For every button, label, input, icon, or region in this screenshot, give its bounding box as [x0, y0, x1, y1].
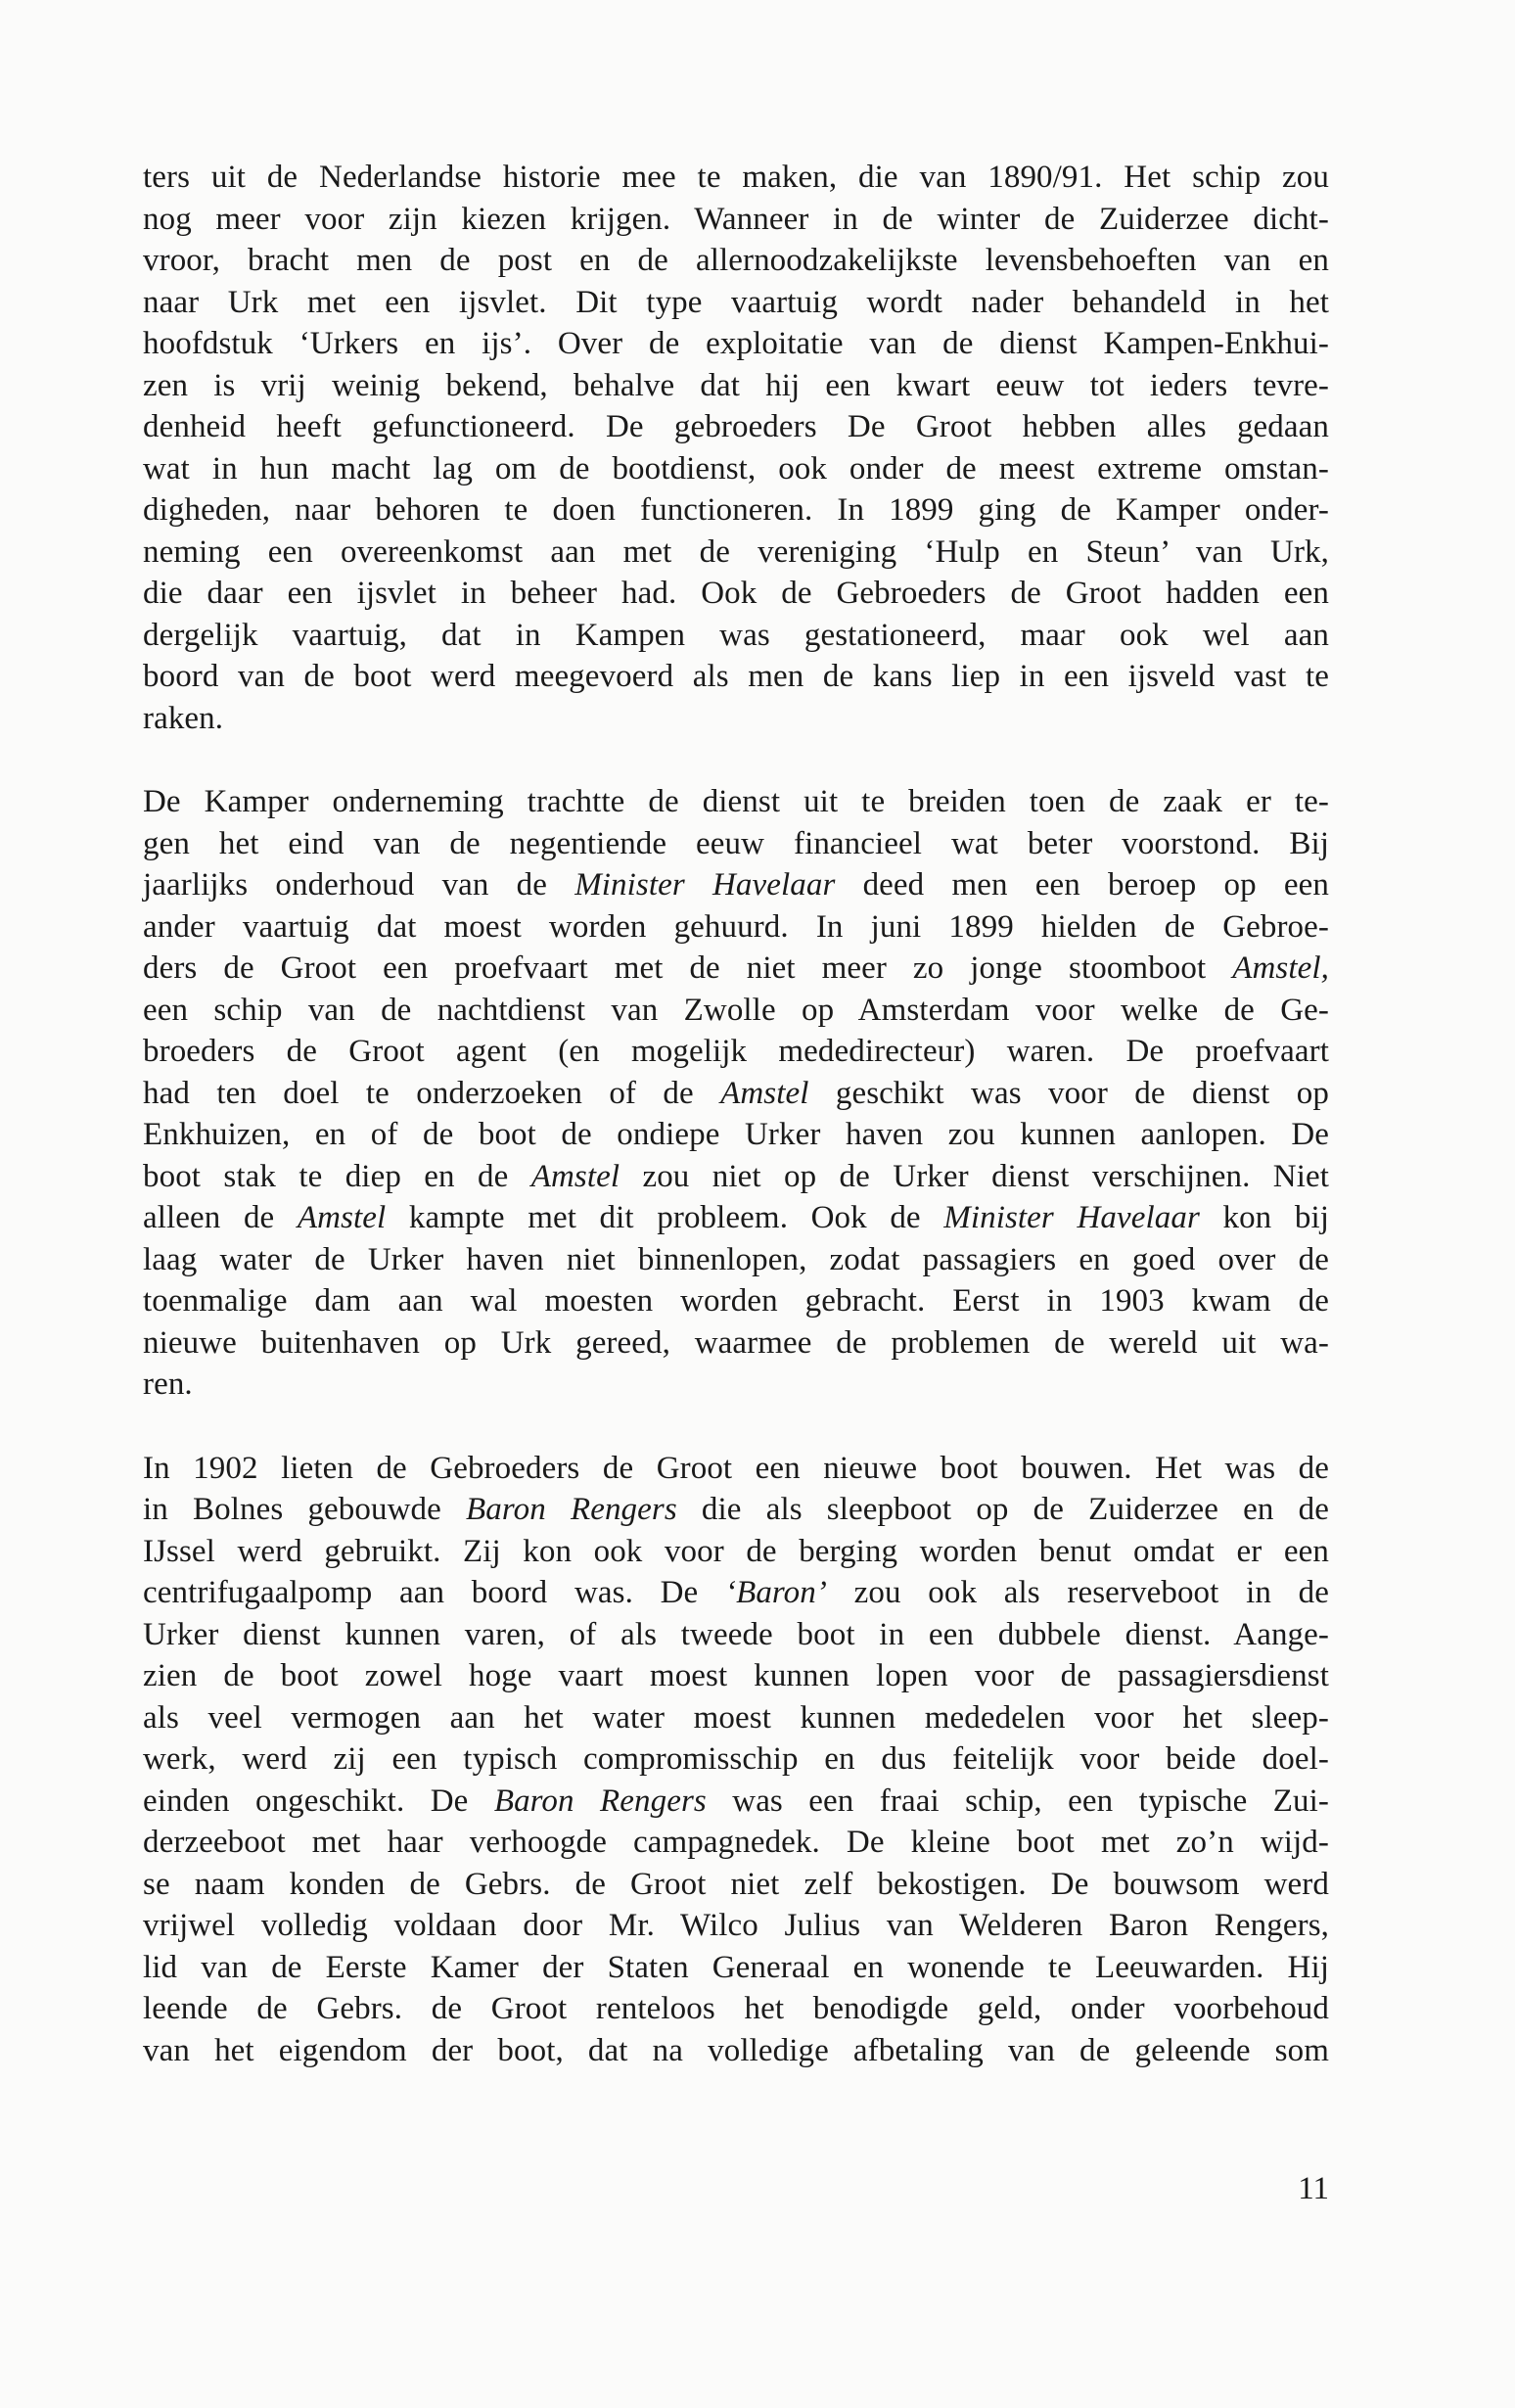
- paragraph-gap: [143, 739, 1329, 781]
- paragraph: [143, 781, 1329, 1406]
- text-line: [143, 1531, 1329, 1573]
- text-segment: zou niet op de Urker dienst verschijnen. Niet: [620, 1158, 1329, 1194]
- italic-text: Amstel: [530, 1158, 620, 1194]
- text-segment: De Kamper onderneming trachtte de dienst uit te breiden toen de zaak er te-: [143, 784, 1329, 819]
- text-line: [143, 406, 1329, 448]
- text-segment: Enkhuizen, en of de boot de ondiepe Urker haven zou kunnen aanlopen. De: [143, 1117, 1329, 1152]
- text-line: [143, 948, 1329, 990]
- text-segment: neming een overeenkomst aan met de vereniging ‘Hulp en Steun’ van Urk,: [143, 533, 1329, 570]
- text-line: [143, 864, 1329, 906]
- text-segment: nieuwe buitenhaven op Urk gereed, waarmee de problemen de wereld uit wa-: [143, 1324, 1329, 1361]
- text-segment: boot stak te diep en de: [143, 1158, 531, 1194]
- text-segment: toenmalige dam aan wal moesten worden gebracht. Eerst in 1903 kwam de: [143, 1283, 1329, 1319]
- text-segment: zien de boot zowel hoge vaart moest kunnen lopen voor de passagiersdienst: [143, 1658, 1329, 1693]
- text-line: [143, 1781, 1329, 1823]
- text-line: [143, 990, 1329, 1032]
- text-line: [143, 1073, 1329, 1115]
- text-segment: ander vaartuig dat moest worden gehuurd. In juni 1899 hielden de Gebroe-: [143, 908, 1329, 945]
- text-line: [143, 906, 1329, 949]
- text-segment: dergelijk vaartuig, dat in Kampen was gestationeerd, maar ook wel aan: [143, 617, 1329, 653]
- text-line: [143, 1448, 1329, 1490]
- text-line: [143, 698, 1329, 740]
- text-segment: laag water de Urker haven niet binnenlopen, zodat passagiers en goed over de: [143, 1241, 1329, 1277]
- text-segment: was een fraai schip, een typische Zui-: [706, 1783, 1329, 1819]
- text-line: [143, 282, 1329, 324]
- text-segment: derzeeboot met haar verhoogde campagnedek. De kleine boot met zo’n wijd-: [143, 1825, 1329, 1860]
- text-segment: naar Urk met een ijsvlet. Dit type vaartuig wordt nader behandeld in het: [143, 284, 1329, 320]
- text-line: [143, 573, 1329, 615]
- italic-text: Amstel: [720, 1075, 809, 1111]
- italic-text: Minister Havelaar: [943, 1200, 1200, 1235]
- text-segment: had ten doel te onderzoeken of de: [143, 1075, 721, 1111]
- text-line: [143, 823, 1329, 865]
- text-line: [143, 1031, 1329, 1073]
- text-line: [143, 489, 1329, 532]
- paragraph: [143, 1448, 1329, 2072]
- text-segment: IJssel werd gebruikt. Zij kon ook voor de berging worden benut omdat er een: [143, 1533, 1329, 1569]
- text-segment: hoofdstuk ‘Urkers en ijs’. Over de exploitatie van de dienst Kampen-Enkhui-: [143, 326, 1329, 361]
- text-segment: lid van de Eerste Kamer der Staten Generaal en wonende te Leeuwarden. Hij: [143, 1949, 1329, 1985]
- text-segment: gen het eind van de negentiende eeuw financieel wat beter voorstond. Bij: [143, 825, 1329, 861]
- text-line: [143, 323, 1329, 365]
- body-text: [143, 157, 1329, 2071]
- text-line: [143, 1905, 1329, 1947]
- text-segment: van het eigendom der boot, dat na volledige afbetaling van de geleende som: [143, 2032, 1329, 2068]
- italic-text: Amstel,: [1232, 950, 1329, 986]
- text-line: [143, 1114, 1329, 1156]
- text-line: [143, 1988, 1329, 2030]
- text-line: [143, 615, 1329, 657]
- text-segment: een schip van de nachtdienst van Zwolle op Amsterdam voor welke de Ge-: [143, 992, 1329, 1028]
- text-line: [143, 1614, 1329, 1656]
- text-line: [143, 781, 1329, 823]
- text-segment: einden ongeschikt. De: [143, 1783, 494, 1819]
- text-segment: in Bolnes gebouwde: [143, 1492, 467, 1527]
- text-segment: vroor, bracht men de post en de allernoodzakelijkste levensbehoeften van en: [143, 243, 1329, 278]
- text-segment: digheden, naar behoren te doen functioneren. In 1899 ging de Kamper onder-: [143, 492, 1329, 528]
- text-segment: se naam konden de Gebrs. de Groot niet zelf bekostigen. De bouwsom werd: [143, 1866, 1329, 1902]
- text-line: [143, 1280, 1329, 1322]
- text-segment: broeders de Groot agent (en mogelijk mededirecteur) waren. De proefvaart: [143, 1034, 1329, 1069]
- text-segment: zen is vrij weinig bekend, behalve dat hij een kwart eeuw tot ieders tevre-: [143, 367, 1329, 403]
- text-segment: nog meer voor zijn kiezen krijgen. Wanneer in de winter de Zuiderzee dicht-: [143, 201, 1329, 237]
- text-segment: ters uit de Nederlandse historie mee te maken, die van 1890/91. Het schip zou: [143, 160, 1329, 195]
- italic-text: ‘Baron’: [724, 1575, 827, 1610]
- text-line: [143, 1239, 1329, 1281]
- text-segment: jaarlijks onderhoud van de: [143, 867, 575, 903]
- text-segment: als veel vermogen aan het water moest kunnen mededelen voor het sleep-: [143, 1699, 1329, 1736]
- text-line: [143, 656, 1329, 698]
- text-line: [143, 199, 1329, 241]
- text-segment: geschikt was voor de dienst op: [808, 1075, 1329, 1111]
- italic-text: Minister Havelaar: [574, 867, 836, 903]
- text-line: [143, 1197, 1329, 1239]
- text-segment: die daar een ijsvlet in beheer had. Ook de Gebroeders de Groot hadden een: [143, 576, 1329, 611]
- paragraph: [143, 157, 1329, 739]
- text-segment: zou ook als reserveboot in de: [826, 1575, 1329, 1610]
- text-line: [143, 365, 1329, 407]
- text-line: [143, 240, 1329, 282]
- text-line: [143, 1947, 1329, 1989]
- text-line: [143, 1364, 1329, 1406]
- text-segment: In 1902 lieten de Gebroeders de Groot een nieuwe boot bouwen. Het was de: [143, 1450, 1329, 1486]
- text-line: [143, 1738, 1329, 1781]
- text-segment: leende de Gebrs. de Groot renteloos het benodigde geld, onder voorbehoud: [143, 1991, 1329, 2026]
- text-segment: die als sleepboot op de Zuiderzee en de: [676, 1492, 1329, 1527]
- text-line: [143, 1156, 1329, 1198]
- text-segment: boord van de boot werd meegevoerd als men de kans liep in een ijsveld vast te: [143, 659, 1329, 694]
- text-segment: Urker dienst kunnen varen, of als tweede boot in een dubbele dienst. Aange-: [143, 1616, 1329, 1652]
- text-line: [143, 2030, 1329, 2072]
- text-segment: kon bij: [1199, 1200, 1329, 1235]
- text-segment: centrifugaalpomp aan boord was. De: [143, 1575, 725, 1610]
- text-segment: werk, werd zij een typisch compromisschip en dus feitelijk voor beide doel-: [143, 1741, 1329, 1777]
- text-line: [143, 532, 1329, 574]
- page-number: 11: [1298, 2171, 1329, 2206]
- text-line: [143, 1655, 1329, 1697]
- text-segment: denheid heeft gefunctioneerd. De gebroeders De Groot hebben alles gedaan: [143, 409, 1329, 444]
- italic-text: Amstel: [297, 1200, 387, 1235]
- text-line: [143, 1322, 1329, 1365]
- text-segment: alleen de: [143, 1200, 298, 1235]
- text-line: [143, 157, 1329, 199]
- text-line: [143, 1864, 1329, 1906]
- text-segment: vrijwel volledig voldaan door Mr. Wilco Julius van Welderen Baron Rengers,: [143, 1908, 1329, 1943]
- text-segment: ren.: [143, 1366, 193, 1402]
- text-line: [143, 1572, 1329, 1614]
- text-line: [143, 448, 1329, 490]
- text-segment: ders de Groot een proefvaart met de niet meer zo jonge stoomboot: [143, 950, 1233, 986]
- text-line: [143, 1489, 1329, 1531]
- text-segment: kampte met dit probleem. Ook de: [386, 1200, 944, 1235]
- italic-text: Baron Rengers: [466, 1492, 677, 1527]
- text-line: [143, 1822, 1329, 1864]
- text-segment: raken.: [143, 700, 224, 736]
- paragraph-gap: [143, 1406, 1329, 1448]
- text-segment: wat in hun macht lag om de bootdienst, ook onder de meest extreme omstan-: [143, 450, 1329, 486]
- text-segment: deed men een beroep op een: [835, 867, 1329, 903]
- italic-text: Baron Rengers: [493, 1783, 707, 1819]
- text-line: [143, 1697, 1329, 1739]
